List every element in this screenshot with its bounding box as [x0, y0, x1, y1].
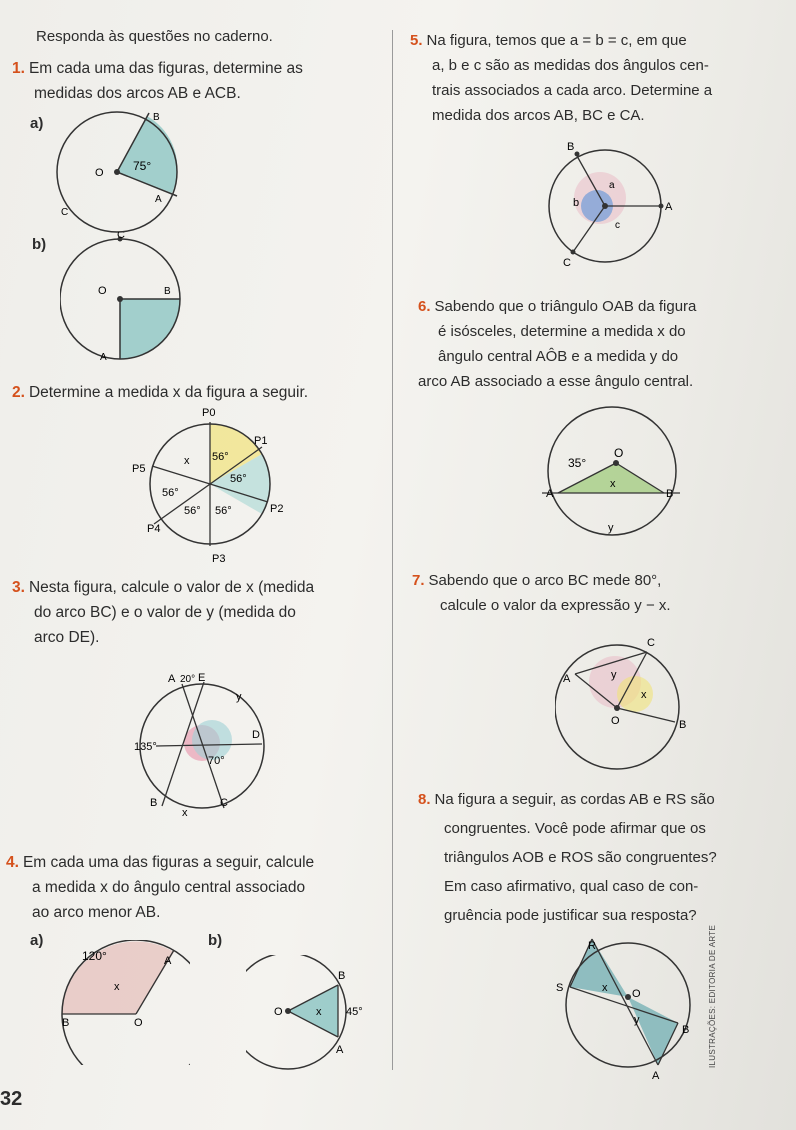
item-label: a) [30, 932, 44, 949]
question-text: do arco BC) e o valor de y (medida do [34, 604, 296, 621]
angle-label: 45° [346, 1006, 363, 1018]
angle-label: b [573, 197, 580, 209]
point-label: C [563, 257, 571, 269]
point-label: A [563, 673, 571, 685]
figure-1b [60, 232, 190, 372]
question-text: ao arco menor AB. [32, 904, 161, 921]
angle-label: 70° [208, 755, 225, 767]
question-text: a, b e c são as medidas dos ângulos cen- [432, 57, 709, 74]
angle-label: a [609, 180, 615, 191]
point-label: A [155, 194, 162, 205]
point-label: P2 [270, 503, 284, 515]
question-1 [12, 56, 303, 106]
angle-label: 20° [180, 674, 196, 685]
point-label: A [546, 488, 554, 500]
point-label: D [252, 729, 260, 741]
figure-6 [540, 405, 680, 545]
point-label: B [164, 286, 171, 297]
angle-label: 120° [82, 949, 107, 963]
question-text: Na figura a seguir, as cordas AB e RS são [434, 791, 715, 808]
point-label: C [647, 637, 655, 649]
figure-7 [555, 632, 695, 777]
unknown-y: y [611, 669, 617, 681]
point-label: B [567, 141, 575, 153]
question-text: triângulos AOB e ROS são congruentes? [444, 849, 717, 866]
point-label: B [62, 1017, 70, 1029]
item-label: b) [32, 236, 47, 253]
question-number: 7. [412, 572, 425, 589]
angle-label: 135° [134, 741, 157, 753]
point-label: P5 [132, 463, 146, 475]
unknown-x: x [316, 1006, 322, 1018]
unknown-x: x [602, 982, 608, 994]
question-text: Determine a medida x da figura a seguir. [28, 384, 309, 401]
page-number: 32 [0, 1088, 23, 1110]
point-label: A [665, 201, 673, 213]
question-7 [412, 568, 671, 618]
angle-label: 56° [184, 505, 201, 517]
illustration-credit: ILUSTRAÇÕES: EDITORIA DE ARTE [708, 924, 717, 1068]
question-text: ângulo central AÔB e a medida y do [438, 348, 679, 365]
question-number: 4. [6, 854, 19, 871]
angle-label: 56° [162, 487, 179, 499]
point-label: A [168, 673, 176, 685]
point-label: O [611, 715, 620, 727]
question-text: Sabendo que o arco BC mede 80°, [428, 572, 662, 589]
column-divider [392, 30, 393, 1070]
point-label: O [95, 167, 104, 179]
point-label: C [61, 207, 69, 218]
instruction-heading: Responda às questões no caderno. [36, 28, 273, 45]
point-label: A [652, 1070, 660, 1082]
point-label: C [220, 797, 228, 809]
angle-label: 75° [133, 159, 152, 173]
point-label: B [679, 719, 687, 731]
point-label: O [98, 285, 107, 297]
question-3 [12, 575, 314, 650]
angle-label: 56° [230, 473, 247, 485]
point-label: P0 [202, 407, 216, 419]
figure-1a [55, 110, 185, 240]
question-text: é isósceles, determine a medida x do [438, 323, 686, 340]
question-text: congruentes. Você pode afirmar que os [444, 820, 706, 837]
question-text: Na figura, temos que a = b = c, em que [426, 32, 687, 49]
point-label: A [164, 955, 172, 967]
unknown-x: x [184, 455, 190, 467]
figure-8 [550, 935, 700, 1090]
question-number: 6. [418, 298, 431, 315]
angle-label: 56° [212, 451, 229, 463]
question-text: Sabendo que o triângulo OAB da figura [434, 298, 697, 315]
figure-5 [545, 140, 675, 275]
point-label: C [117, 232, 125, 241]
point-label: E [198, 672, 206, 684]
question-number: 1. [12, 60, 25, 77]
item-label: b) [208, 932, 223, 949]
unknown-y: y [236, 691, 242, 703]
angle-label: 56° [215, 505, 232, 517]
question-text: Em caso afirmativo, qual caso de con- [444, 878, 699, 895]
unknown-x: x [641, 689, 647, 701]
point-label: P3 [212, 553, 226, 565]
question-5 [410, 28, 712, 128]
figure-4a [50, 940, 190, 1070]
question-8 [418, 785, 717, 930]
point-label: B [682, 1024, 690, 1036]
question-6 [418, 294, 696, 394]
point-label: P4 [147, 523, 161, 535]
question-4 [6, 850, 314, 925]
question-number: 5. [410, 32, 423, 49]
question-text: medidas dos arcos AB e ACB. [34, 85, 241, 102]
question-text: calcule o valor da expressão y − x. [440, 597, 671, 614]
question-number: 2. [12, 384, 25, 401]
question-text: Nesta figura, calcule o valor de x (medida [28, 579, 315, 596]
angle-label: c [615, 220, 620, 231]
unknown-y: y [634, 1014, 640, 1026]
figure-2 [122, 402, 292, 572]
question-text: Em cada uma das figuras, determine as [28, 60, 303, 77]
question-number: 8. [418, 791, 431, 808]
point-label: R [588, 940, 596, 952]
point-label: B [153, 112, 160, 123]
angle-label: 35° [568, 456, 587, 470]
point-label: O [614, 446, 624, 460]
item-label: a) [30, 115, 44, 132]
question-text: arco DE). [34, 629, 100, 646]
point-label: P1 [254, 435, 268, 447]
point-label: B [338, 970, 346, 982]
figure-3 [132, 668, 282, 823]
question-text: medida dos arcos AB, BC e CA. [432, 107, 645, 124]
point-label: S [556, 982, 564, 994]
figure-4b [246, 955, 376, 1085]
unknown-y: y [608, 522, 614, 534]
point-label: B [150, 797, 158, 809]
point-label: B [666, 488, 674, 500]
unknown-x: x [114, 981, 120, 993]
question-text: Em cada uma das figuras a seguir, calcule [22, 854, 315, 871]
point-label: A [100, 352, 107, 363]
question-text: gruência pode justificar sua resposta? [444, 907, 697, 924]
question-text: arco AB associado a esse ângulo central. [418, 373, 694, 390]
point-label: O [134, 1017, 143, 1029]
point-label: O [274, 1006, 283, 1018]
question-text: a medida x do ângulo central associado [32, 879, 306, 896]
point-label: A [336, 1044, 344, 1056]
question-text: trais associados a cada arco. Determine a [432, 82, 713, 99]
unknown-x: x [182, 807, 188, 818]
point-label: O [632, 988, 641, 1000]
question-number: 3. [12, 579, 25, 596]
unknown-x: x [610, 478, 616, 490]
